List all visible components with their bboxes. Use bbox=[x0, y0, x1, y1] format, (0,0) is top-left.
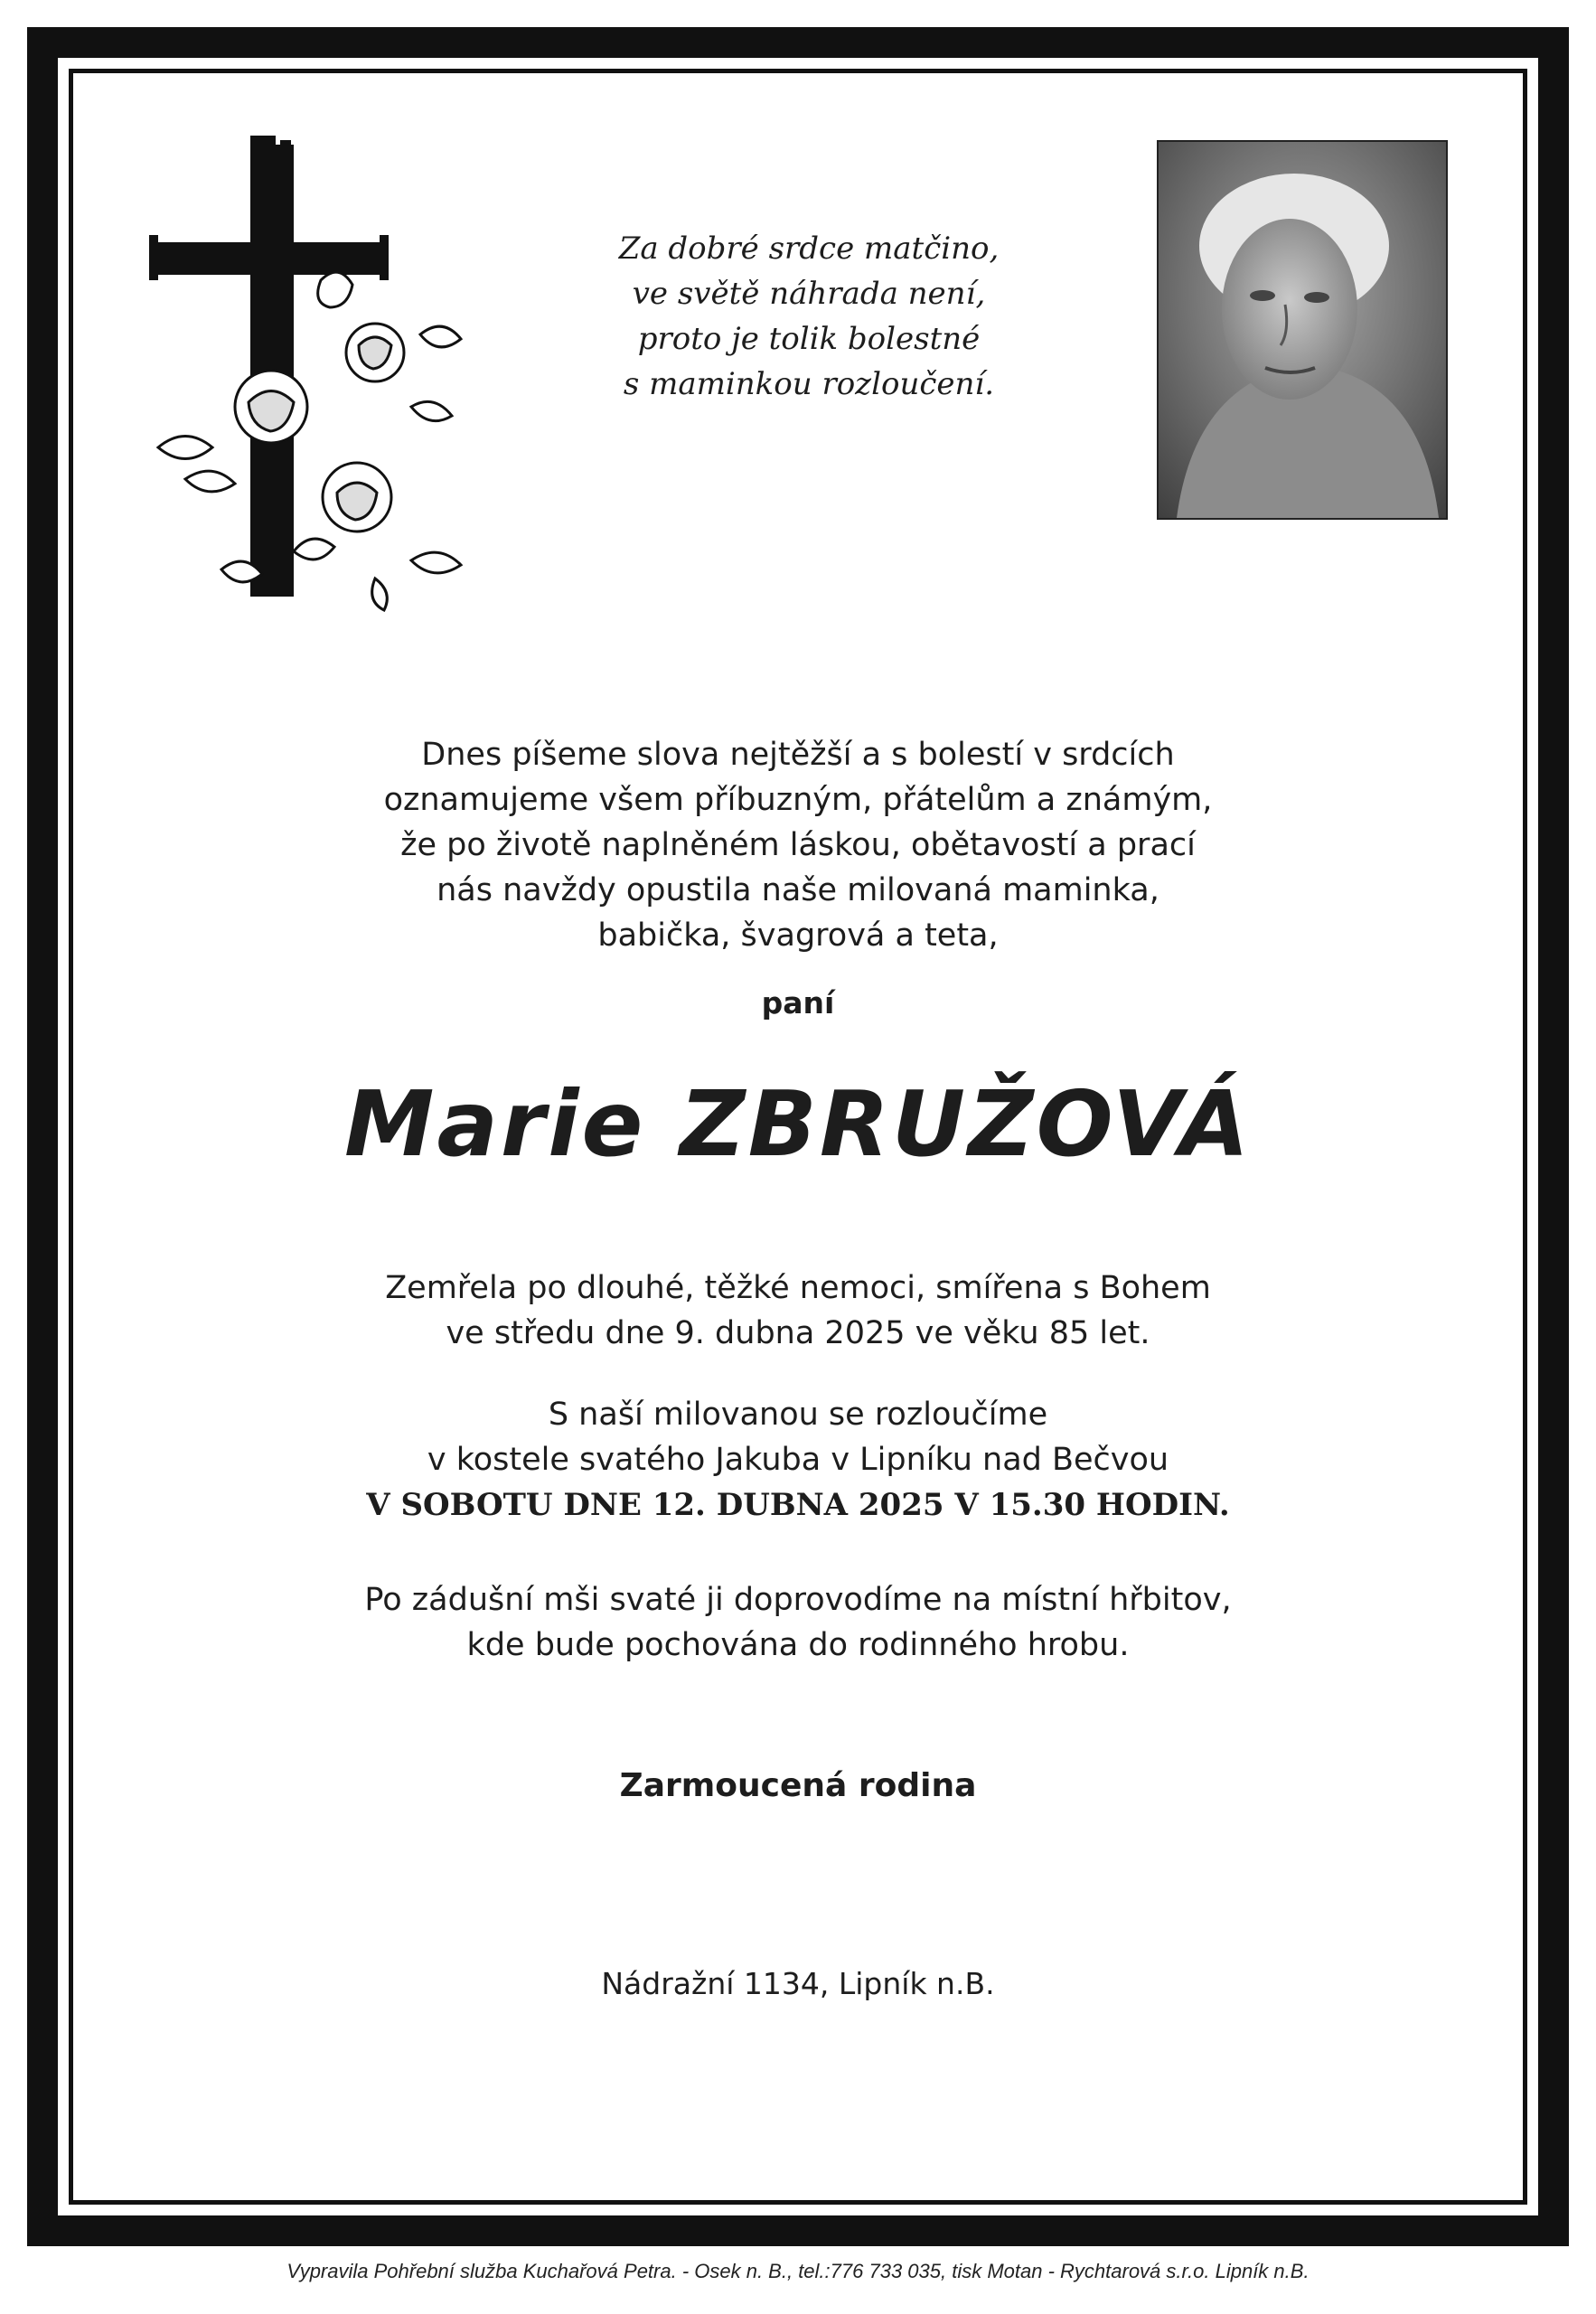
verse-line: ve světě náhrada není, bbox=[632, 276, 986, 312]
ceremony-details bbox=[0, 1392, 1596, 1528]
announcement-line: Dnes píšeme slova nejtěžší a s bolestí v srdcích bbox=[421, 737, 1175, 773]
portrait-photo bbox=[1157, 140, 1448, 520]
printer-footer: Vypravila Pohřební služba Kuchařová Petra. - Osek n. B., tel.:776 733 035, tisk Motan - Rychtarová s.r.o. Lipník n.B. bbox=[286, 2260, 1310, 2282]
verse-line: s maminkou rozloučení. bbox=[623, 366, 995, 402]
deceased-name: Marie ZBRUŽOVÁ bbox=[343, 1071, 1253, 1177]
burial-line: Po zádušní mši svaté ji doprovodíme na místní hřbitov, bbox=[364, 1582, 1232, 1618]
portrait-image bbox=[1159, 142, 1446, 518]
memorial-verse bbox=[542, 226, 1075, 407]
death-details bbox=[0, 1265, 1596, 1356]
death-line: Zemřela po dlouhé, těžké nemoci, smířena s Bohem bbox=[385, 1270, 1211, 1306]
death-line: ve středu dne 9. dubna 2025 ve věku 85 let. bbox=[446, 1315, 1150, 1351]
burial-line: kde bude pochována do rodinného hrobu. bbox=[466, 1627, 1130, 1663]
burial-details bbox=[0, 1577, 1596, 1668]
announcement-line: oznamujeme všem příbuzným, přátelům a známým, bbox=[383, 782, 1213, 818]
ceremony-line: S naší milovanou se rozloučíme bbox=[548, 1397, 1048, 1433]
verse-line: proto je tolik bolestné bbox=[637, 321, 981, 357]
announcement-text bbox=[0, 732, 1596, 958]
ceremony-location: v kostele svatého Jakuba v Lipníku nad Bečvou bbox=[427, 1442, 1169, 1478]
family-signature: Zarmoucená rodina bbox=[619, 1767, 977, 1804]
announcement-line: že po životě naplněném láskou, obětavostí a prací bbox=[400, 827, 1196, 863]
announcement-line: nás navždy opustila naše milovaná maminka, bbox=[437, 872, 1159, 908]
ceremony-datetime: V SOBOTU DNE 12. DUBNA 2025 V 15.30 HODIN. bbox=[366, 1487, 1230, 1523]
announcement-line: babička, švagrová a teta, bbox=[597, 917, 999, 954]
verse-line: Za dobré srdce matčino, bbox=[618, 230, 1000, 267]
honorific: paní bbox=[761, 985, 835, 1021]
cross-with-roses-icon bbox=[149, 136, 483, 615]
family-address: Nádražní 1134, Lipník n.B. bbox=[601, 1966, 995, 2001]
